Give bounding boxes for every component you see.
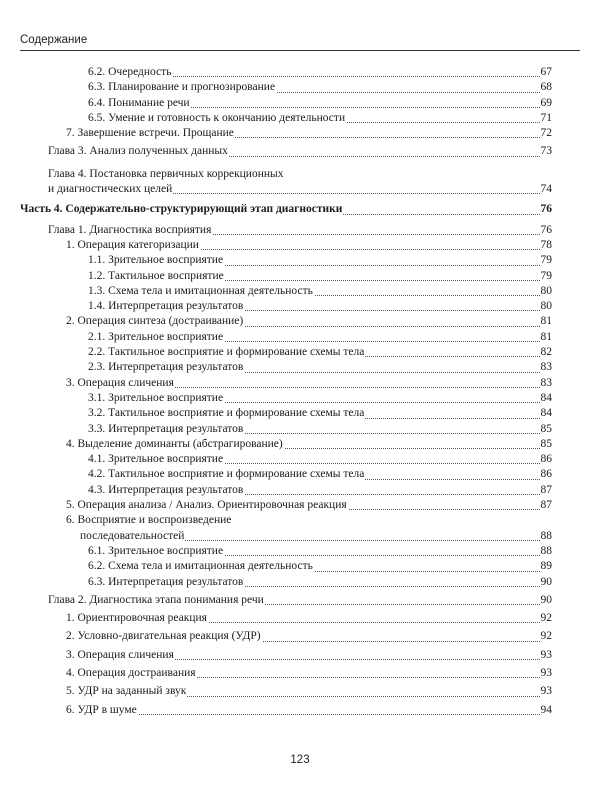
toc-entry-6-3 [0, 80, 600, 95]
toc-label: 1. Ориентировочная реакция [66, 611, 208, 626]
toc-entry-6 [0, 513, 600, 544]
toc-label: 4.1. Зрительное восприятие [88, 452, 224, 467]
toc-page: 68 [540, 80, 553, 95]
toc-page: 85 [540, 437, 553, 452]
toc-label: 2.2. Тактильное восприятие и формирование схемы тела [88, 345, 365, 360]
toc-entry-chapter-2 [0, 593, 600, 608]
toc-page: 84 [540, 391, 553, 406]
toc-page: 80 [540, 299, 553, 314]
toc-page: 67 [540, 65, 553, 80]
toc-page: 76 [540, 202, 553, 217]
page-number: 123 [290, 754, 310, 766]
toc-entry-6-1 [0, 544, 600, 559]
toc-entry-1 [0, 238, 600, 253]
toc-page: 83 [540, 360, 553, 375]
toc-label: 7. Завершение встречи. Прощание [66, 126, 235, 141]
toc-entry-2-3 [0, 360, 600, 375]
toc-entry-5 [0, 498, 600, 513]
toc-label: Глава 1. Диагностика восприятия [48, 223, 212, 238]
toc-page: 92 [540, 611, 553, 626]
toc-page: 92 [540, 629, 553, 644]
toc-label: 1.4. Интерпретация результатов [88, 299, 244, 314]
toc-label: Глава 2. Диагностика этапа понимания речи [48, 593, 265, 608]
toc-page: 89 [540, 559, 553, 574]
toc-page: 88 [540, 529, 553, 544]
toc-label: 5. УДР на заданный звук [66, 684, 187, 699]
toc-entry-6-4 [0, 96, 600, 111]
toc-entry-part-4 [0, 202, 600, 217]
toc-entry-chapter-1 [0, 223, 600, 238]
toc-entry-speech-1 [0, 611, 600, 626]
toc-page: 93 [540, 666, 553, 681]
toc-label: 1.1. Зрительное восприятие [88, 253, 224, 268]
toc-label: 4.3. Интерпретация результатов [88, 483, 244, 498]
toc-label: 4. Выделение доминанты (абстрагирование) [66, 437, 284, 452]
toc-entry-3 [0, 376, 600, 391]
running-header: Содержание [20, 34, 88, 46]
toc-label: 4.2. Тактильное восприятие и формирование схемы тела [88, 467, 365, 482]
toc-entry-speech-6 [0, 703, 600, 718]
header-rule [20, 50, 580, 51]
toc-label: 3.3. Интерпретация результатов [88, 422, 244, 437]
toc-page: 93 [540, 684, 553, 699]
toc-entry-4 [0, 437, 600, 452]
toc-label: 1.2. Тактильное восприятие [88, 269, 225, 284]
toc-page: 79 [540, 253, 553, 268]
toc-entry-6-5 [0, 111, 600, 126]
toc-entry-1-2 [0, 269, 600, 284]
toc-page: 88 [540, 544, 553, 559]
toc-page: 94 [540, 703, 553, 718]
toc-label: 2. Условно-двигательная реакция (УДР) [66, 629, 262, 644]
toc-entry-speech-4 [0, 666, 600, 681]
toc-page: 69 [540, 96, 553, 111]
toc-entry-4-1 [0, 452, 600, 467]
toc-entry-1-4 [0, 299, 600, 314]
toc-label: Часть 4. Содержательно-структурирующий этап диагностики [20, 202, 343, 217]
toc-page: 90 [540, 593, 553, 608]
toc-label: 3.1. Зрительное восприятие [88, 391, 224, 406]
toc-label: 3.2. Тактильное восприятие и формирование схемы тела [88, 406, 365, 421]
toc-entry-1-1 [0, 253, 600, 268]
toc-page: 79 [540, 269, 553, 284]
toc-entry-3-2 [0, 406, 600, 421]
toc-page: 73 [540, 144, 553, 159]
toc-entry-6-2 [0, 65, 600, 80]
toc-entry-chapter-4 [0, 167, 600, 198]
toc-entry-1-3 [0, 284, 600, 299]
toc-label: 1.3. Схема тела и имитационная деятельность [88, 284, 314, 299]
toc-label: 2.3. Интерпретация результатов [88, 360, 244, 375]
toc-entry-2-1 [0, 330, 600, 345]
toc-label-continued: и диагностических целей [48, 182, 173, 197]
toc-page: 74 [540, 182, 553, 197]
toc-page: 71 [540, 111, 553, 126]
toc-page: 90 [540, 575, 553, 590]
toc-label: 6. УДР в шуме [66, 703, 138, 718]
toc-label: 6.1. Зрительное восприятие [88, 544, 224, 559]
toc-page: 87 [540, 498, 553, 513]
toc-label: 6. Восприятие и воспроизведение [66, 513, 232, 528]
toc-label-continued: последовательностей [80, 529, 185, 544]
toc-page: 76 [540, 223, 553, 238]
toc-label: 3. Операция сличения [66, 648, 175, 663]
toc-entry-3-1 [0, 391, 600, 406]
toc-label: 6.2. Очередность [88, 65, 172, 80]
toc-entry-6-2b [0, 559, 600, 574]
toc-page: 82 [540, 345, 553, 360]
toc-label: 1. Операция категоризации [66, 238, 200, 253]
toc-entry-3-3 [0, 422, 600, 437]
toc-label: 6.4. Понимание речи [88, 96, 191, 111]
toc-page: 87 [540, 483, 553, 498]
toc-entry-6-3b [0, 575, 600, 590]
toc-label: 6.2. Схема тела и имитационная деятельность [88, 559, 314, 574]
toc-label: 4. Операция достраивания [66, 666, 197, 681]
toc-page: 83 [540, 376, 553, 391]
toc-page: 80 [540, 284, 553, 299]
toc-label: 6.3. Планирование и прогнозирование [88, 80, 276, 95]
toc-entry-2 [0, 314, 600, 329]
toc-label: 3. Операция сличения [66, 376, 175, 391]
toc-page: 93 [540, 648, 553, 663]
toc-entry-chapter-3 [0, 144, 600, 159]
toc-label: 2. Операция синтеза (достраивание) [66, 314, 244, 329]
toc-page: 81 [540, 314, 553, 329]
toc-entry-7 [0, 126, 600, 141]
toc-page: 78 [540, 238, 553, 253]
toc-entry-4-3 [0, 483, 600, 498]
toc-page: 72 [540, 126, 553, 141]
toc-entry-speech-3 [0, 648, 600, 663]
table-of-contents [0, 65, 600, 718]
toc-label: Глава 4. Постановка первичных коррекционных [48, 167, 285, 182]
toc-label: 5. Операция анализа / Анализ. Ориентировочная реакция [66, 498, 348, 513]
toc-page: 86 [540, 467, 553, 482]
toc-label: Глава 3. Анализ полученных данных [48, 144, 229, 159]
toc-entry-speech-5 [0, 684, 600, 699]
toc-page: 81 [540, 330, 553, 345]
toc-label: 6.5. Умение и готовность к окончанию деятельности [88, 111, 346, 126]
toc-page: 86 [540, 452, 553, 467]
toc-label: 2.1. Зрительное восприятие [88, 330, 224, 345]
toc-entry-4-2 [0, 467, 600, 482]
toc-page: 84 [540, 406, 553, 421]
toc-entry-speech-2 [0, 629, 600, 644]
toc-page: 85 [540, 422, 553, 437]
toc-label: 6.3. Интерпретация результатов [88, 575, 244, 590]
toc-entry-2-2 [0, 345, 600, 360]
